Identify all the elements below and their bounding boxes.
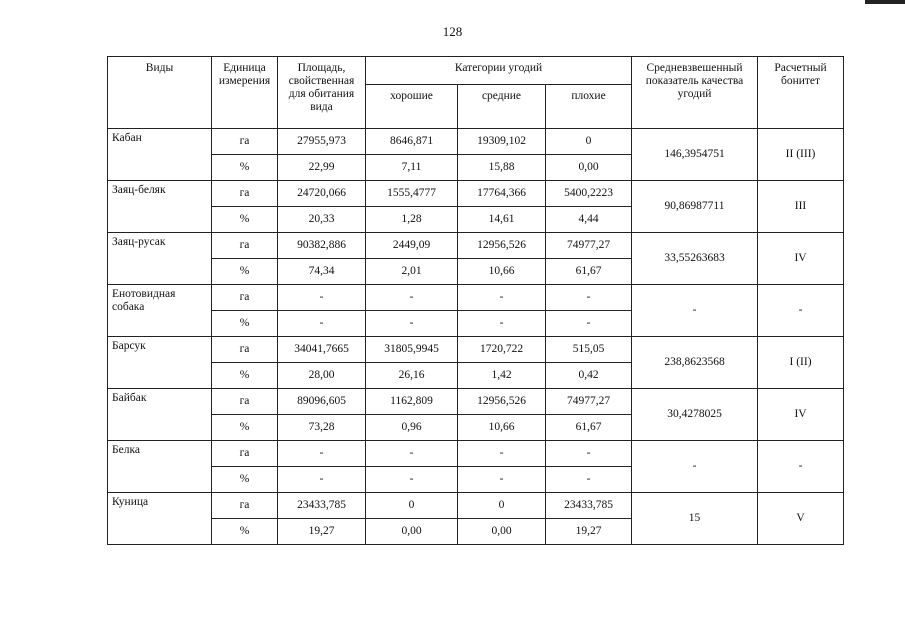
good-cell: 2449,09	[366, 233, 458, 259]
medium-cell: 1,42	[458, 363, 546, 389]
unit-cell: га	[212, 441, 278, 467]
poor-cell: 23433,785	[546, 493, 632, 519]
medium-cell: -	[458, 441, 546, 467]
species-name: Белка	[108, 441, 212, 493]
area-cell: 20,33	[278, 207, 366, 233]
poor-cell: 19,27	[546, 519, 632, 545]
unit-cell: га	[212, 233, 278, 259]
good-cell: 2,01	[366, 259, 458, 285]
medium-cell: 19309,102	[458, 129, 546, 155]
area-cell: 27955,973	[278, 129, 366, 155]
header-categories: Категории угодий	[366, 57, 632, 85]
species-name: Заяц-русак	[108, 233, 212, 285]
table-row	[108, 493, 844, 519]
area-cell: 22,99	[278, 155, 366, 181]
quality-cell: -	[632, 441, 758, 493]
quality-cell: 146,3954751	[632, 129, 758, 181]
good-cell: 0	[366, 493, 458, 519]
unit-cell: %	[212, 415, 278, 441]
bonitet-cell: III	[758, 181, 844, 233]
table-row	[108, 233, 844, 259]
good-cell: 8646,871	[366, 129, 458, 155]
unit-cell: %	[212, 467, 278, 493]
poor-cell: -	[546, 285, 632, 311]
quality-cell: 238,8623568	[632, 337, 758, 389]
poor-cell: 61,67	[546, 259, 632, 285]
area-cell: -	[278, 467, 366, 493]
table-row	[108, 389, 844, 415]
medium-cell: -	[458, 285, 546, 311]
area-cell: 90382,886	[278, 233, 366, 259]
area-cell: 28,00	[278, 363, 366, 389]
poor-cell: 0,00	[546, 155, 632, 181]
species-name: Барсук	[108, 337, 212, 389]
bonitet-cell: -	[758, 285, 844, 337]
poor-cell: 0	[546, 129, 632, 155]
medium-cell: 10,66	[458, 259, 546, 285]
unit-cell: га	[212, 493, 278, 519]
quality-cell: 15	[632, 493, 758, 545]
table-row	[108, 129, 844, 155]
table-row	[108, 181, 844, 207]
good-cell: 0,96	[366, 415, 458, 441]
poor-cell: 0,42	[546, 363, 632, 389]
good-cell: 31805,9945	[366, 337, 458, 363]
poor-cell: 61,67	[546, 415, 632, 441]
poor-cell: 4,44	[546, 207, 632, 233]
unit-cell: %	[212, 519, 278, 545]
page-number: 128	[442, 24, 463, 39]
species-name: Енотовидная собака	[108, 285, 212, 337]
good-cell: 7,11	[366, 155, 458, 181]
unit-cell: га	[212, 285, 278, 311]
medium-cell: 10,66	[458, 415, 546, 441]
header-good: хорошие	[366, 85, 458, 129]
area-cell: -	[278, 311, 366, 337]
area-cell: 73,28	[278, 415, 366, 441]
bonitet-cell: IV	[758, 233, 844, 285]
area-cell: 23433,785	[278, 493, 366, 519]
medium-cell: 1720,722	[458, 337, 546, 363]
good-cell: -	[366, 285, 458, 311]
quality-cell: 30,4278025	[632, 389, 758, 441]
quality-cell: 33,55263683	[632, 233, 758, 285]
species-name: Заяц-беляк	[108, 181, 212, 233]
bonitet-cell: II (III)	[758, 129, 844, 181]
unit-cell: %	[212, 363, 278, 389]
header-unit: Единица измерения	[212, 57, 278, 129]
bonitet-cell: IV	[758, 389, 844, 441]
table-row	[108, 285, 844, 311]
unit-cell: %	[212, 311, 278, 337]
medium-cell: -	[458, 467, 546, 493]
header-quality: Средневзвешенный показатель качества угодий	[632, 57, 758, 129]
table-row	[108, 337, 844, 363]
bonitet-cell: -	[758, 441, 844, 493]
good-cell: -	[366, 311, 458, 337]
poor-cell: 74977,27	[546, 389, 632, 415]
poor-cell: 515,05	[546, 337, 632, 363]
good-cell: 1,28	[366, 207, 458, 233]
poor-cell: 74977,27	[546, 233, 632, 259]
good-cell: 1162,809	[366, 389, 458, 415]
area-cell: -	[278, 285, 366, 311]
quality-cell: 90,86987711	[632, 181, 758, 233]
good-cell: -	[366, 467, 458, 493]
unit-cell: %	[212, 259, 278, 285]
species-name: Байбак	[108, 389, 212, 441]
area-cell: 74,34	[278, 259, 366, 285]
unit-cell: га	[212, 181, 278, 207]
header-medium: средние	[458, 85, 546, 129]
header-bonitet: Расчетный бонитет	[758, 57, 844, 129]
good-cell: 1555,4777	[366, 181, 458, 207]
medium-cell: 0	[458, 493, 546, 519]
unit-cell: га	[212, 129, 278, 155]
header-species: Виды	[108, 57, 212, 129]
poor-cell: -	[546, 441, 632, 467]
medium-cell: 15,88	[458, 155, 546, 181]
habitat-quality-table	[107, 56, 844, 545]
bonitet-cell: V	[758, 493, 844, 545]
area-cell: 24720,066	[278, 181, 366, 207]
unit-cell: %	[212, 207, 278, 233]
species-name: Куница	[108, 493, 212, 545]
medium-cell: 12956,526	[458, 389, 546, 415]
area-cell: 89096,605	[278, 389, 366, 415]
quality-cell: -	[632, 285, 758, 337]
medium-cell: 14,61	[458, 207, 546, 233]
species-name: Кабан	[108, 129, 212, 181]
bonitet-cell: I (II)	[758, 337, 844, 389]
area-cell: -	[278, 441, 366, 467]
header-area: Площадь, свойственная для обитания вида	[278, 57, 366, 129]
poor-cell: 5400,2223	[546, 181, 632, 207]
unit-cell: %	[212, 155, 278, 181]
medium-cell: 0,00	[458, 519, 546, 545]
area-cell: 19,27	[278, 519, 366, 545]
unit-cell: га	[212, 337, 278, 363]
medium-cell: 17764,366	[458, 181, 546, 207]
medium-cell: 12956,526	[458, 233, 546, 259]
area-cell: 34041,7665	[278, 337, 366, 363]
scan-edge-mark	[865, 0, 905, 4]
poor-cell: -	[546, 311, 632, 337]
good-cell: 0,00	[366, 519, 458, 545]
poor-cell: -	[546, 467, 632, 493]
medium-cell: -	[458, 311, 546, 337]
good-cell: -	[366, 441, 458, 467]
unit-cell: га	[212, 389, 278, 415]
header-poor: плохие	[546, 85, 632, 129]
table-row	[108, 441, 844, 467]
good-cell: 26,16	[366, 363, 458, 389]
